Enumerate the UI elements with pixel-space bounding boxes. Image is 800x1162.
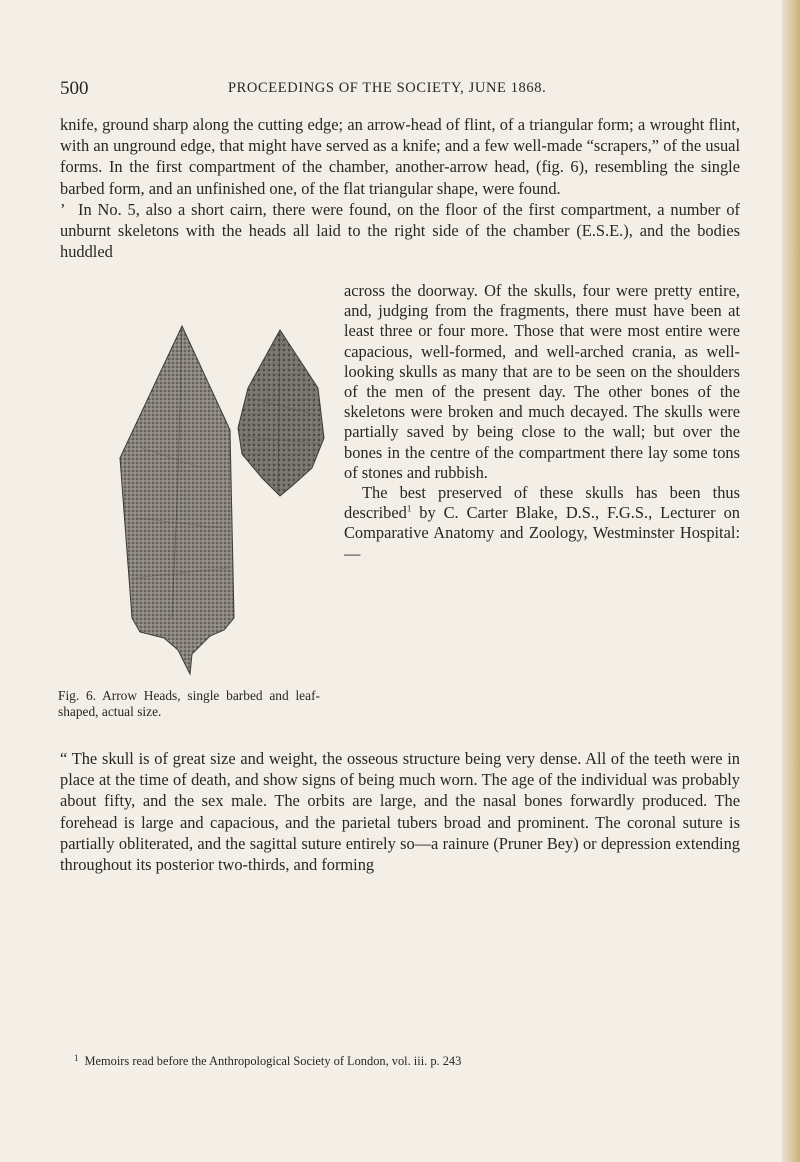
paragraph-1-text: knife, ground sharp along the cutting edge; an arrow-head of flint, of a triangular form; a wrought flint, with an unground edge, that might have served as a knife; and a few well-made “scrapers,” of the usual forms. In the first compartment of the chamber, another-arrow head, (fig. 6), resembling the single barbed form, and an unfinished one, of the flat triangular shape, were found.	[60, 115, 740, 198]
leaf-arrowhead-icon	[238, 330, 324, 496]
barbed-arrowhead-icon	[120, 326, 234, 674]
quote-paragraph	[60, 748, 740, 875]
figure-6	[112, 318, 328, 678]
paragraph-1: knife, ground sharp along the cutting edge; an arrow-head of flint, of a triangular form; a wrought flint, with an unground edge, that might have served as a knife; and a few well-made “scrapers,” of the usual forms. In the first compartment of the chamber, another-arrow head, (fig. 6), resembling the single barbed form, and an unfinished one, of the flat triangular shape, were found. ’ In No. 5, also a short cairn, there were found, on the floor of the first compartment, a number of unburnt skeletons with the heads all laid to the right side of the chamber (E.S.E.), and the bodies huddled	[60, 115, 740, 262]
footnote-reference: 1	[406, 503, 412, 514]
paragraph-2-full-text: In No. 5, also a short cairn, there were found, on the floor of the first compartment, a number of unburnt skeletons with the heads all laid to the right side of the chamber (E.S.E.), and the bodies huddled	[60, 199, 740, 262]
footnote-text: Memoirs read before the Anthropological Society of London, vol. iii. p. 243	[84, 1054, 462, 1068]
page-header	[60, 78, 740, 102]
paragraph-2-wrapped	[344, 281, 740, 564]
footnote	[60, 1050, 740, 1069]
running-head: PROCEEDINGS OF THE SOCIETY, JUNE 1868.	[228, 80, 547, 96]
paragraph-3-text-rest: by C. Carter Blake, D.S., F.G.S., Lecturer on Comparative Anatomy and Zoology, Westminster Hospital:—	[344, 503, 740, 563]
quote-text: “ The skull is of great size and weight, the osseous structure being very dense. All of the teeth were in place at the time of death, and show signs of being much worn. The age of the individual was probably about fifty, and the sex male. The orbits are large, and the nasal bones forwardly produced. The forehead is large and capacious, and the parietal tubers broad and prominent. The coronal suture is partially obliterated, and the sagittal suture entirely so—a rainure (Pruner Bey) or depression extending throughout its posterior two-thirds, and forming	[60, 749, 740, 875]
figure-caption: Fig. 6. Arrow Heads, single barbed and leaf-shaped, actual size.	[58, 688, 320, 719]
footnote-mark: 1	[74, 1053, 79, 1063]
paragraph-2-wrapped-text: across the doorway. Of the skulls, four were pretty entire, and, judging from the fragments, there must have been at least three or four more. Those that were most entire were capacious, well-formed, and well-arched crania, as well-looking skulls as many that are to be seen on the shoulders of the men of the present day. The other bones of the skeletons were broken and much decayed. The skulls were partially saved by being close to the wall; but over the bones in the centre of the compartment there lay some tons of stones and rubbish.	[344, 281, 740, 482]
paragraph-3-text: The best preserved of these skulls has been thus described	[344, 483, 740, 523]
figure-6-illustration	[112, 318, 328, 678]
page-edge	[782, 0, 800, 1162]
page-number: 500	[60, 78, 89, 99]
